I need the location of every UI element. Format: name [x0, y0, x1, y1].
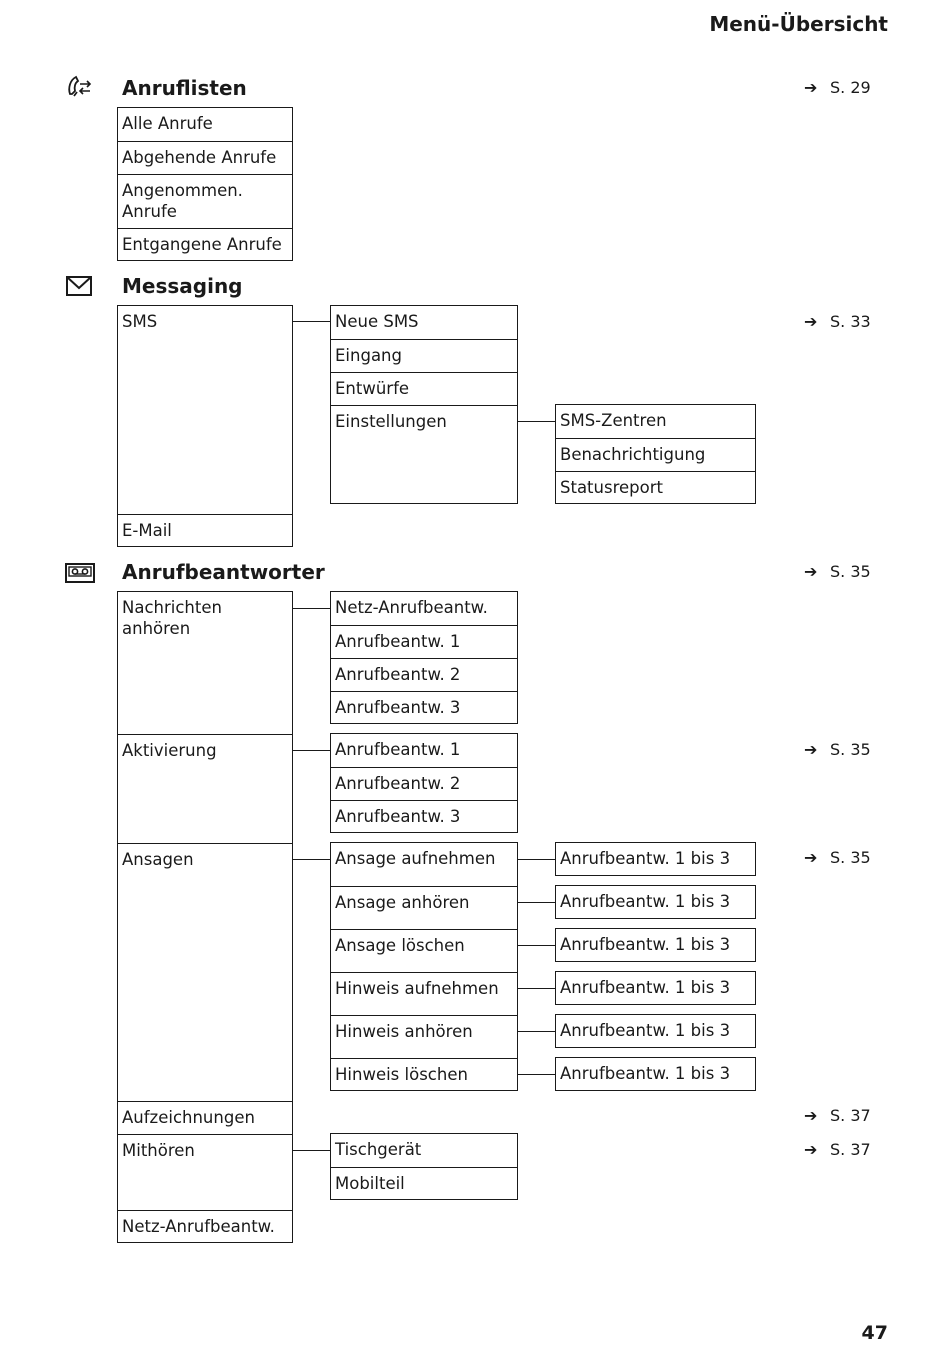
target-box [555, 928, 756, 962]
menu-item[interactable]: Benachrichtigung [556, 438, 755, 471]
section-title-messaging: Messaging [122, 274, 243, 298]
menu-item[interactable]: Entgangene Anrufe [118, 228, 292, 261]
monitor-submenu [330, 1133, 518, 1200]
announcement-submenu [330, 842, 518, 1091]
section-title-anrufbeantworter: Anrufbeantworter [122, 560, 325, 584]
sms-submenu [330, 305, 518, 504]
menu-item[interactable]: Netz-Anrufbeantw. [118, 1210, 292, 1243]
connector-line [518, 1074, 555, 1075]
arrow-right-icon: ➔ [804, 78, 818, 97]
connector-line [293, 321, 330, 322]
target-box [555, 842, 756, 876]
page-reference[interactable]: ➔ S. 37 [804, 1140, 871, 1159]
listen-submenu [330, 591, 518, 724]
menu-item[interactable]: Nachrichten anhören [122, 598, 222, 638]
arrow-right-icon: ➔ [804, 848, 818, 867]
page-number: 47 [861, 1322, 888, 1344]
connector-line [518, 421, 555, 422]
menu-item[interactable]: Netz-Anrufbeantw. [335, 598, 488, 617]
activation-submenu [330, 733, 518, 833]
menu-item[interactable]: Hinweis aufnehmen [331, 972, 517, 1015]
call-list-icon [64, 74, 96, 100]
menu-item[interactable]: Mithören [118, 1134, 292, 1210]
target-box [555, 885, 756, 919]
envelope-icon [64, 274, 96, 300]
arrow-right-icon: ➔ [804, 1106, 818, 1125]
settings-submenu [555, 404, 756, 504]
menu-item[interactable]: SMS-Zentren [560, 411, 667, 430]
menu-item[interactable]: Anrufbeantw. 2 [331, 658, 517, 691]
target-box [555, 971, 756, 1005]
anruflisten-menu [117, 107, 293, 261]
menu-item[interactable]: Entwürfe [331, 372, 517, 405]
connector-line [293, 1150, 330, 1151]
menu-item[interactable]: Ansagen [118, 843, 292, 1101]
page-reference[interactable]: ➔ S. 29 [804, 78, 871, 97]
menu-item[interactable]: SMS [122, 312, 158, 331]
connector-line [518, 988, 555, 989]
menu-item[interactable]: Neue SMS [335, 312, 419, 331]
menu-item[interactable]: Statusreport [556, 471, 755, 504]
target-box [555, 1057, 756, 1091]
menu-item[interactable]: Eingang [331, 339, 517, 372]
menu-item[interactable]: Aktivierung [118, 734, 292, 843]
menu-item[interactable]: Aufzeichnungen [118, 1101, 292, 1134]
menu-item[interactable]: Hinweis löschen [331, 1058, 517, 1091]
connector-line [293, 750, 330, 751]
menu-item[interactable]: Anrufbeantw. 1 bis 3 [560, 849, 731, 868]
target-box [555, 1014, 756, 1048]
arrow-right-icon: ➔ [804, 312, 818, 331]
anrufbeantworter-menu [117, 591, 293, 1243]
menu-item[interactable]: Anrufbeantw. 1 bis 3 [560, 1021, 731, 1040]
page-reference[interactable]: ➔ S. 35 [804, 848, 871, 867]
menu-item[interactable]: Anrufbeantw. 1 [335, 740, 461, 759]
section-title-anruflisten: Anruflisten [122, 76, 247, 100]
arrow-right-icon: ➔ [804, 1140, 818, 1159]
menu-item[interactable]: Einstellungen [331, 405, 517, 504]
menu-item[interactable]: Anrufbeantw. 3 [331, 800, 517, 833]
messaging-menu [117, 305, 293, 547]
menu-item[interactable]: Mobilteil [331, 1167, 517, 1200]
menu-item[interactable]: Anrufbeantw. 3 [331, 691, 517, 724]
menu-item[interactable]: Anrufbeantw. 1 bis 3 [560, 892, 731, 911]
menu-item[interactable]: Anrufbeantw. 2 [331, 767, 517, 800]
arrow-right-icon: ➔ [804, 562, 818, 581]
menu-item[interactable]: Ansage anhören [331, 886, 517, 929]
menu-item[interactable]: Ansage aufnehmen [335, 849, 496, 868]
menu-item[interactable]: Alle Anrufe [122, 114, 213, 133]
connector-line [518, 945, 555, 946]
page-reference[interactable]: ➔ S. 35 [804, 562, 871, 581]
connector-line [518, 902, 555, 903]
connector-line [518, 859, 555, 860]
connector-line [518, 1031, 555, 1032]
menu-item[interactable]: Anrufbeantw. 1 bis 3 [560, 935, 731, 954]
page-title: Menü-Übersicht [709, 12, 888, 36]
menu-item[interactable]: Abgehende Anrufe [118, 141, 292, 174]
menu-item[interactable]: Ansage löschen [331, 929, 517, 972]
menu-item[interactable]: Anrufbeantw. 1 bis 3 [560, 978, 731, 997]
menu-item[interactable]: E-Mail [118, 514, 292, 547]
menu-item[interactable]: Tischgerät [335, 1140, 422, 1159]
menu-item[interactable]: Anrufbeantw. 1 bis 3 [560, 1064, 731, 1083]
menu-item[interactable]: Anrufbeantw. 1 [331, 625, 517, 658]
connector-line [293, 859, 330, 860]
page-reference[interactable]: ➔ S. 33 [804, 312, 871, 331]
page-reference[interactable]: ➔ S. 37 [804, 1106, 871, 1125]
connector-line [293, 608, 330, 609]
menu-item[interactable]: Hinweis anhören [331, 1015, 517, 1058]
menu-item[interactable]: Angenommen. Anrufe [118, 174, 292, 228]
answering-machine-icon [64, 560, 96, 586]
page-reference[interactable]: ➔ S. 35 [804, 740, 871, 759]
arrow-right-icon: ➔ [804, 740, 818, 759]
